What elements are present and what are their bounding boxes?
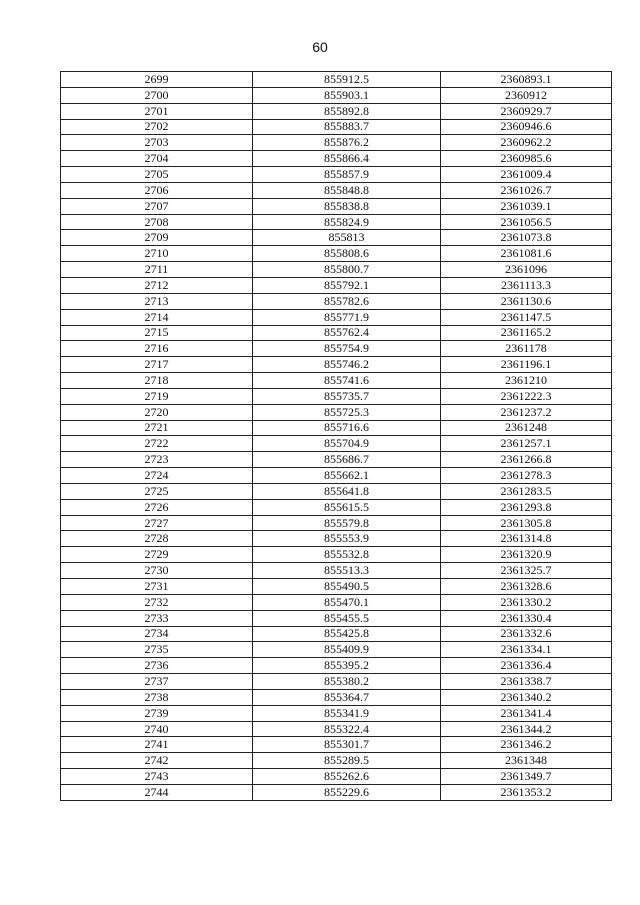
point-number-cell: 2699	[61, 72, 253, 88]
y-coordinate-cell: 2361349.7	[441, 769, 612, 785]
point-number-cell: 2739	[61, 705, 253, 721]
y-coordinate-cell: 2360946.6	[441, 119, 612, 135]
point-number-cell: 2743	[61, 769, 253, 785]
table-row	[61, 151, 612, 167]
table-row	[61, 293, 612, 309]
y-coordinate-cell: 2361266.8	[441, 452, 612, 468]
table-row	[61, 357, 612, 373]
point-number-cell: 2700	[61, 87, 253, 103]
table-row	[61, 594, 612, 610]
table-row	[61, 325, 612, 341]
table-row	[61, 404, 612, 420]
y-coordinate-cell: 2361081.6	[441, 246, 612, 262]
point-number-cell: 2730	[61, 563, 253, 579]
x-coordinate-cell: 855808.6	[253, 246, 441, 262]
table-row	[61, 769, 612, 785]
x-coordinate-cell: 855513.3	[253, 563, 441, 579]
table-row	[61, 420, 612, 436]
point-number-cell: 2709	[61, 230, 253, 246]
table-row	[61, 182, 612, 198]
y-coordinate-cell: 2361009.4	[441, 167, 612, 183]
table-row	[61, 515, 612, 531]
y-coordinate-cell: 2361257.1	[441, 436, 612, 452]
point-number-cell: 2726	[61, 499, 253, 515]
x-coordinate-cell: 855229.6	[253, 784, 441, 800]
point-number-cell: 2707	[61, 198, 253, 214]
x-coordinate-cell: 855746.2	[253, 357, 441, 373]
point-number-cell: 2731	[61, 579, 253, 595]
table-row	[61, 642, 612, 658]
x-coordinate-cell: 855532.8	[253, 547, 441, 563]
point-number-cell: 2701	[61, 103, 253, 119]
y-coordinate-cell: 2361283.5	[441, 483, 612, 499]
y-coordinate-cell: 2361178	[441, 341, 612, 357]
table-row	[61, 674, 612, 690]
point-number-cell: 2702	[61, 119, 253, 135]
y-coordinate-cell: 2361348	[441, 753, 612, 769]
y-coordinate-cell: 2361196.1	[441, 357, 612, 373]
y-coordinate-cell: 2360962.2	[441, 135, 612, 151]
table-row	[61, 373, 612, 389]
point-number-cell: 2725	[61, 483, 253, 499]
x-coordinate-cell: 855662.1	[253, 468, 441, 484]
y-coordinate-cell: 2361130.6	[441, 293, 612, 309]
x-coordinate-cell: 855301.7	[253, 737, 441, 753]
x-coordinate-cell: 855490.5	[253, 579, 441, 595]
x-coordinate-cell: 855641.8	[253, 483, 441, 499]
y-coordinate-cell: 2361147.5	[441, 309, 612, 325]
y-coordinate-cell: 2360912	[441, 87, 612, 103]
x-coordinate-cell: 855725.3	[253, 404, 441, 420]
x-coordinate-cell: 855364.7	[253, 689, 441, 705]
y-coordinate-cell: 2361338.7	[441, 674, 612, 690]
x-coordinate-cell: 855762.4	[253, 325, 441, 341]
coordinates-table-body	[61, 72, 612, 801]
y-coordinate-cell: 2361237.2	[441, 404, 612, 420]
y-coordinate-cell: 2361334.1	[441, 642, 612, 658]
x-coordinate-cell: 855553.9	[253, 531, 441, 547]
point-number-cell: 2736	[61, 658, 253, 674]
x-coordinate-cell: 855380.2	[253, 674, 441, 690]
table-row	[61, 87, 612, 103]
table-row	[61, 452, 612, 468]
x-coordinate-cell: 855903.1	[253, 87, 441, 103]
point-number-cell: 2704	[61, 151, 253, 167]
y-coordinate-cell: 2361293.8	[441, 499, 612, 515]
y-coordinate-cell: 2360929.7	[441, 103, 612, 119]
x-coordinate-cell: 855322.4	[253, 721, 441, 737]
point-number-cell: 2738	[61, 689, 253, 705]
x-coordinate-cell: 855838.8	[253, 198, 441, 214]
y-coordinate-cell: 2361210	[441, 373, 612, 389]
y-coordinate-cell: 2360985.6	[441, 151, 612, 167]
y-coordinate-cell: 2361039.1	[441, 198, 612, 214]
table-row	[61, 689, 612, 705]
table-row	[61, 135, 612, 151]
table-row	[61, 784, 612, 800]
point-number-cell: 2715	[61, 325, 253, 341]
y-coordinate-cell: 2361344.2	[441, 721, 612, 737]
x-coordinate-cell: 855289.5	[253, 753, 441, 769]
point-number-cell: 2742	[61, 753, 253, 769]
point-number-cell: 2717	[61, 357, 253, 373]
table-row	[61, 658, 612, 674]
x-coordinate-cell: 855912.5	[253, 72, 441, 88]
table-row	[61, 531, 612, 547]
point-number-cell: 2729	[61, 547, 253, 563]
y-coordinate-cell: 2361096	[441, 262, 612, 278]
x-coordinate-cell: 855892.8	[253, 103, 441, 119]
x-coordinate-cell: 855470.1	[253, 594, 441, 610]
point-number-cell: 2723	[61, 452, 253, 468]
table-row	[61, 483, 612, 499]
table-row	[61, 119, 612, 135]
x-coordinate-cell: 855704.9	[253, 436, 441, 452]
y-coordinate-cell: 2361330.2	[441, 594, 612, 610]
table-row	[61, 436, 612, 452]
y-coordinate-cell: 2361305.8	[441, 515, 612, 531]
table-row	[61, 563, 612, 579]
point-number-cell: 2712	[61, 277, 253, 293]
y-coordinate-cell: 2361340.2	[441, 689, 612, 705]
point-number-cell: 2703	[61, 135, 253, 151]
x-coordinate-cell: 855857.9	[253, 167, 441, 183]
y-coordinate-cell: 2361341.4	[441, 705, 612, 721]
point-number-cell: 2727	[61, 515, 253, 531]
table-row	[61, 198, 612, 214]
table-row	[61, 705, 612, 721]
y-coordinate-cell: 2361248	[441, 420, 612, 436]
point-number-cell: 2705	[61, 167, 253, 183]
point-number-cell: 2719	[61, 388, 253, 404]
y-coordinate-cell: 2361346.2	[441, 737, 612, 753]
point-number-cell: 2708	[61, 214, 253, 230]
x-coordinate-cell: 855782.6	[253, 293, 441, 309]
x-coordinate-cell: 855395.2	[253, 658, 441, 674]
y-coordinate-cell: 2361222.3	[441, 388, 612, 404]
x-coordinate-cell: 855771.9	[253, 309, 441, 325]
point-number-cell: 2740	[61, 721, 253, 737]
x-coordinate-cell: 855866.4	[253, 151, 441, 167]
y-coordinate-cell: 2361056.5	[441, 214, 612, 230]
x-coordinate-cell: 855735.7	[253, 388, 441, 404]
y-coordinate-cell: 2361278.3	[441, 468, 612, 484]
table-row	[61, 72, 612, 88]
point-number-cell: 2718	[61, 373, 253, 389]
x-coordinate-cell: 855754.9	[253, 341, 441, 357]
x-coordinate-cell: 855792.1	[253, 277, 441, 293]
point-number-cell: 2728	[61, 531, 253, 547]
y-coordinate-cell: 2360893.1	[441, 72, 612, 88]
x-coordinate-cell: 855813	[253, 230, 441, 246]
point-number-cell: 2734	[61, 626, 253, 642]
x-coordinate-cell: 855716.6	[253, 420, 441, 436]
point-number-cell: 2710	[61, 246, 253, 262]
y-coordinate-cell: 2361336.4	[441, 658, 612, 674]
table-row	[61, 341, 612, 357]
y-coordinate-cell: 2361073.8	[441, 230, 612, 246]
table-row	[61, 547, 612, 563]
x-coordinate-cell: 855409.9	[253, 642, 441, 658]
table-row	[61, 262, 612, 278]
table-row	[61, 309, 612, 325]
y-coordinate-cell: 2361165.2	[441, 325, 612, 341]
point-number-cell: 2732	[61, 594, 253, 610]
x-coordinate-cell: 855824.9	[253, 214, 441, 230]
y-coordinate-cell: 2361325.7	[441, 563, 612, 579]
table-row	[61, 737, 612, 753]
x-coordinate-cell: 855341.9	[253, 705, 441, 721]
point-number-cell: 2741	[61, 737, 253, 753]
table-row	[61, 246, 612, 262]
y-coordinate-cell: 2361328.6	[441, 579, 612, 595]
point-number-cell: 2716	[61, 341, 253, 357]
x-coordinate-cell: 855848.8	[253, 182, 441, 198]
point-number-cell: 2733	[61, 610, 253, 626]
x-coordinate-cell: 855876.2	[253, 135, 441, 151]
point-number-cell: 2724	[61, 468, 253, 484]
y-coordinate-cell: 2361026.7	[441, 182, 612, 198]
point-number-cell: 2713	[61, 293, 253, 309]
x-coordinate-cell: 855686.7	[253, 452, 441, 468]
point-number-cell: 2721	[61, 420, 253, 436]
table-row	[61, 468, 612, 484]
table-row	[61, 388, 612, 404]
coordinates-table	[60, 71, 612, 801]
x-coordinate-cell: 855741.6	[253, 373, 441, 389]
y-coordinate-cell: 2361113.3	[441, 277, 612, 293]
table-row	[61, 499, 612, 515]
table-row	[61, 214, 612, 230]
table-row	[61, 721, 612, 737]
x-coordinate-cell: 855262.6	[253, 769, 441, 785]
point-number-cell: 2735	[61, 642, 253, 658]
y-coordinate-cell: 2361320.9	[441, 547, 612, 563]
x-coordinate-cell: 855455.5	[253, 610, 441, 626]
table-row	[61, 167, 612, 183]
point-number-cell: 2737	[61, 674, 253, 690]
point-number-cell: 2722	[61, 436, 253, 452]
y-coordinate-cell: 2361332.6	[441, 626, 612, 642]
x-coordinate-cell: 855425.8	[253, 626, 441, 642]
y-coordinate-cell: 2361353.2	[441, 784, 612, 800]
table-row	[61, 626, 612, 642]
table-row	[61, 753, 612, 769]
table-row	[61, 277, 612, 293]
x-coordinate-cell: 855800.7	[253, 262, 441, 278]
x-coordinate-cell: 855579.8	[253, 515, 441, 531]
point-number-cell: 2720	[61, 404, 253, 420]
table-row	[61, 103, 612, 119]
page-number: 60	[312, 39, 328, 55]
y-coordinate-cell: 2361314.8	[441, 531, 612, 547]
point-number-cell: 2711	[61, 262, 253, 278]
table-row	[61, 610, 612, 626]
table-row	[61, 579, 612, 595]
point-number-cell: 2706	[61, 182, 253, 198]
table-row	[61, 230, 612, 246]
x-coordinate-cell: 855615.5	[253, 499, 441, 515]
x-coordinate-cell: 855883.7	[253, 119, 441, 135]
y-coordinate-cell: 2361330.4	[441, 610, 612, 626]
point-number-cell: 2714	[61, 309, 253, 325]
point-number-cell: 2744	[61, 784, 253, 800]
